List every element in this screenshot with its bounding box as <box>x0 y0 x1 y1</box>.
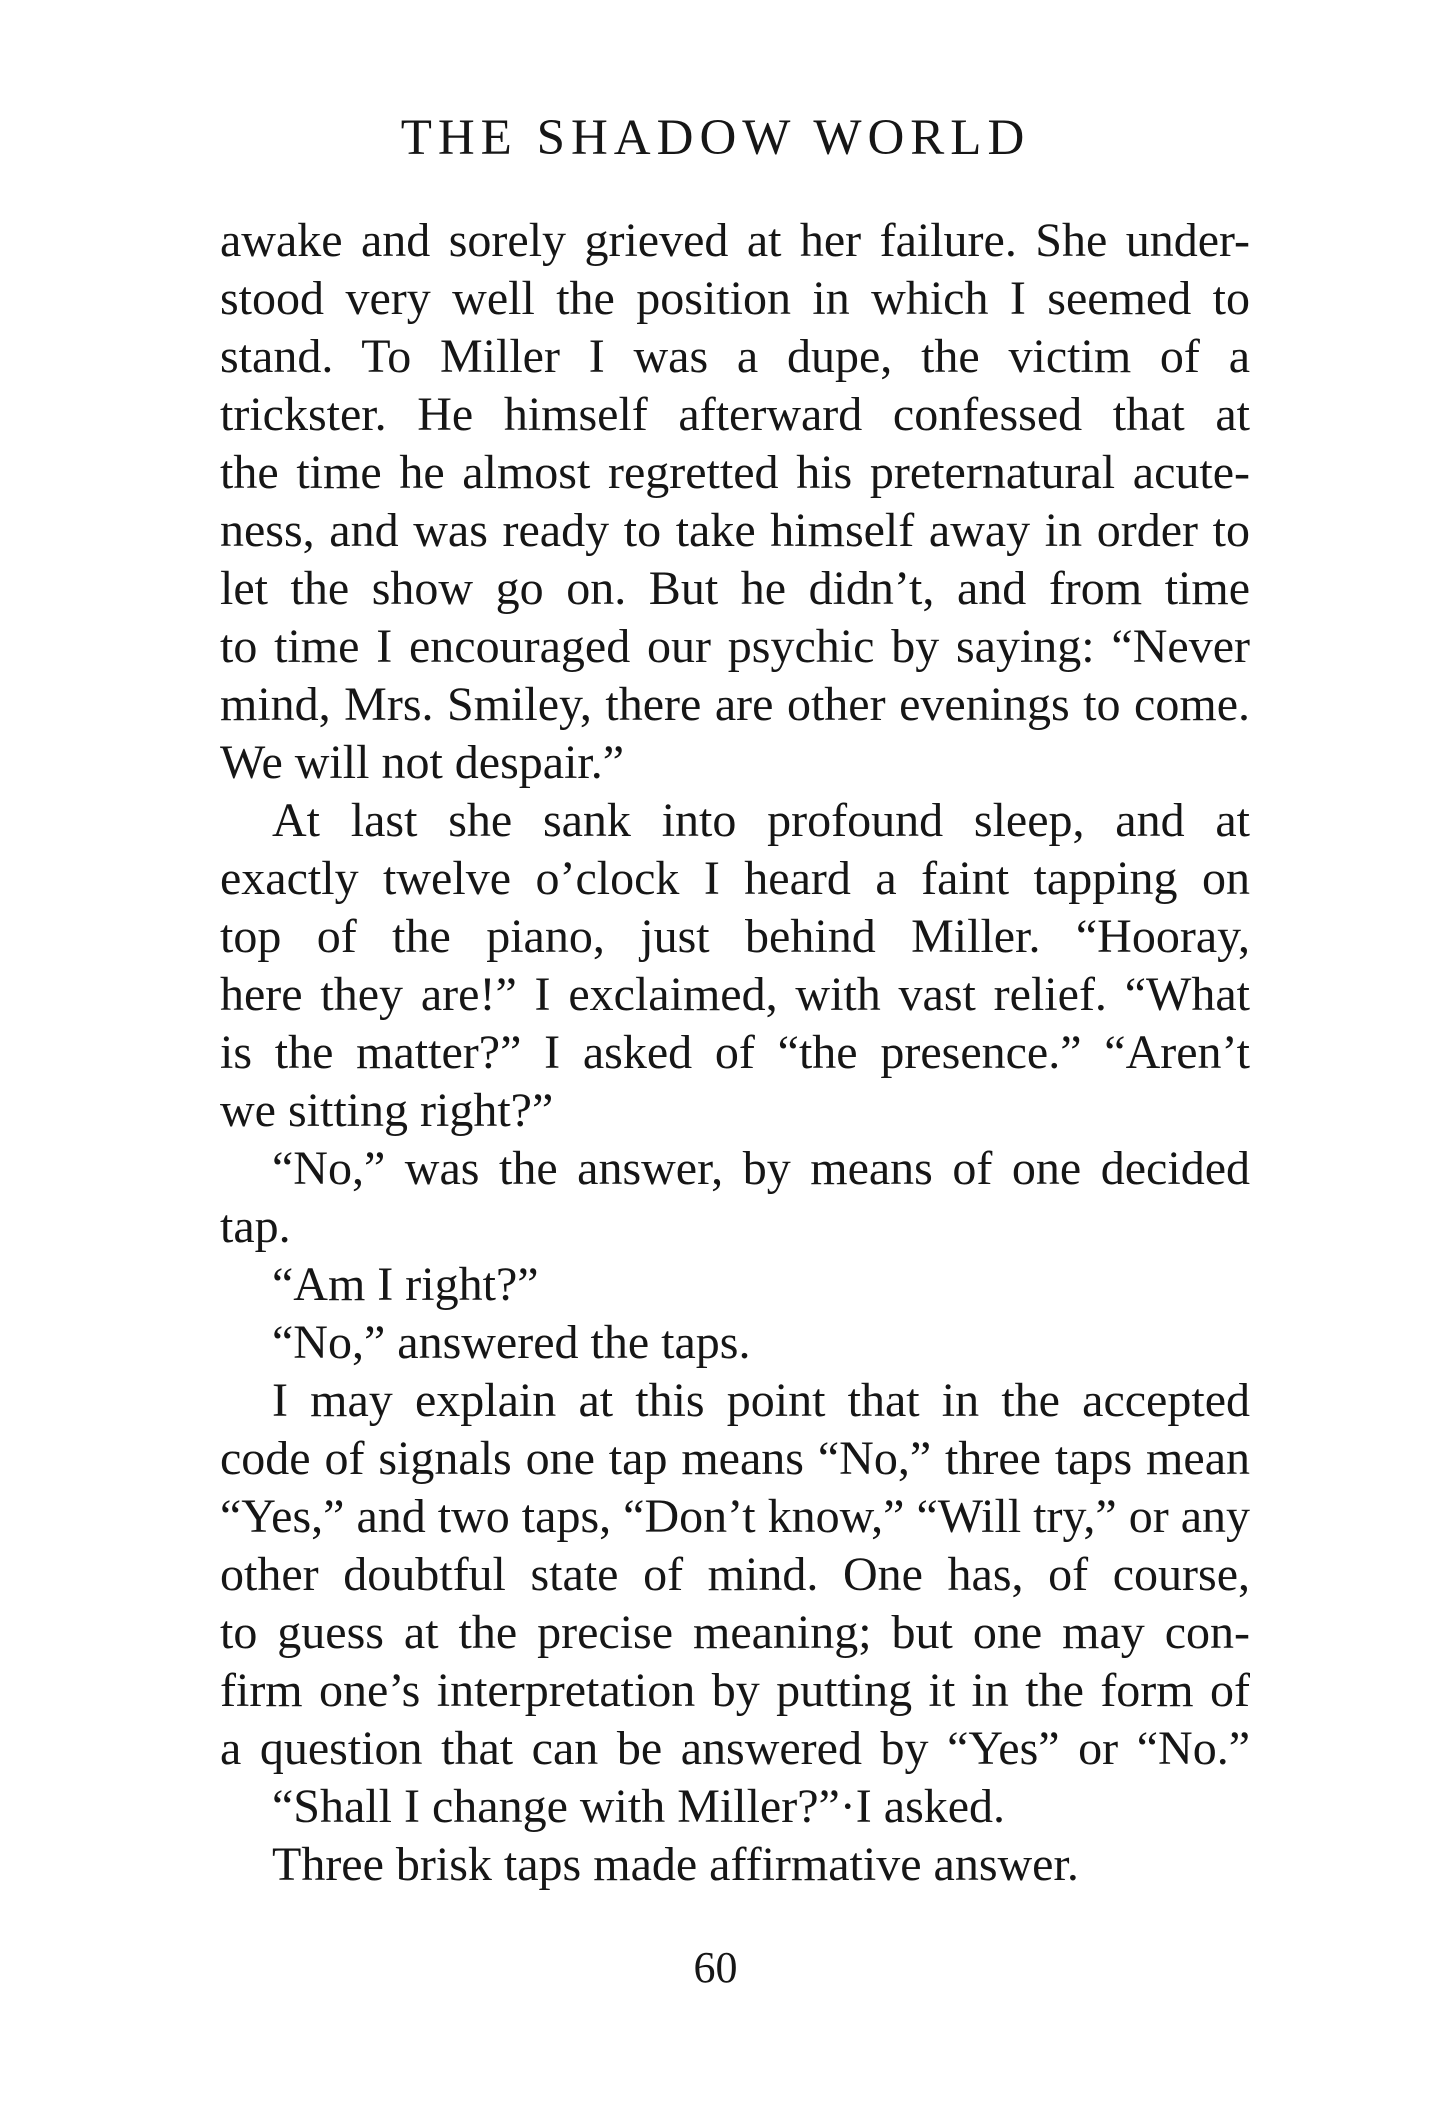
text-line: firm one’s interpretation by putting it in the form of <box>220 1664 1250 1717</box>
text-line: ness, and was ready to take himself away in order to <box>220 504 1250 557</box>
text-line: We will not despair.” <box>220 736 625 789</box>
text-line: stood very well the position in which I seemed to <box>220 272 1250 325</box>
text-line: tap. <box>220 1200 291 1253</box>
text-line: top of the piano, just behind Miller. “Hooray, <box>220 910 1250 963</box>
text-line: to time I encouraged our psychic by saying: “Never <box>220 620 1250 673</box>
text-line: a question that can be answered by “Yes” or “No.” <box>220 1722 1250 1775</box>
text-line: here they are!” I exclaimed, with vast relief. “What <box>220 968 1250 1021</box>
text-line: code of signals one tap means “No,” three taps mean <box>220 1432 1250 1485</box>
text-line: let the show go on. But he didn’t, and from time <box>220 562 1250 615</box>
text-line: At last she sank into profound sleep, and at <box>272 794 1250 847</box>
text-line: stand. To Miller I was a dupe, the victim of a <box>220 330 1250 383</box>
page-number: 60 <box>693 1943 738 1992</box>
body-text <box>220 212 1250 1894</box>
text-line: “No,” was the answer, by means of one decided <box>272 1142 1250 1195</box>
text-line: we sitting right?” <box>220 1084 554 1137</box>
text-line: Three brisk taps made affirmative answer. <box>272 1838 1079 1891</box>
text-line: is the matter?” I asked of “the presence.” “Aren’t <box>220 1026 1250 1079</box>
text-line: I may explain at this point that in the accepted <box>272 1374 1250 1427</box>
text-line: trickster. He himself afterward confessed that at <box>220 388 1250 441</box>
text-line: mind, Mrs. Smiley, there are other evenings to come. <box>220 678 1250 731</box>
text-line: “No,” answered the taps. <box>272 1316 751 1369</box>
text-line: “Yes,” and two taps, “Don’t know,” “Will try,” or any <box>220 1490 1250 1543</box>
text-line: to guess at the precise meaning; but one may con- <box>220 1606 1250 1659</box>
running-head: THE SHADOW WORLD <box>400 110 1031 166</box>
text-line: other doubtful state of mind. One has, of course, <box>220 1548 1250 1601</box>
text-line: exactly twelve o’clock I heard a faint tapping on <box>220 852 1250 905</box>
text-line: “Am I right?” <box>272 1258 539 1311</box>
text-line: the time he almost regretted his preternatural acute- <box>220 446 1250 499</box>
text-line: “Shall I change with Miller?”·I asked. <box>272 1780 1006 1833</box>
text-line: awake and sorely grieved at her failure. She under- <box>220 214 1250 267</box>
